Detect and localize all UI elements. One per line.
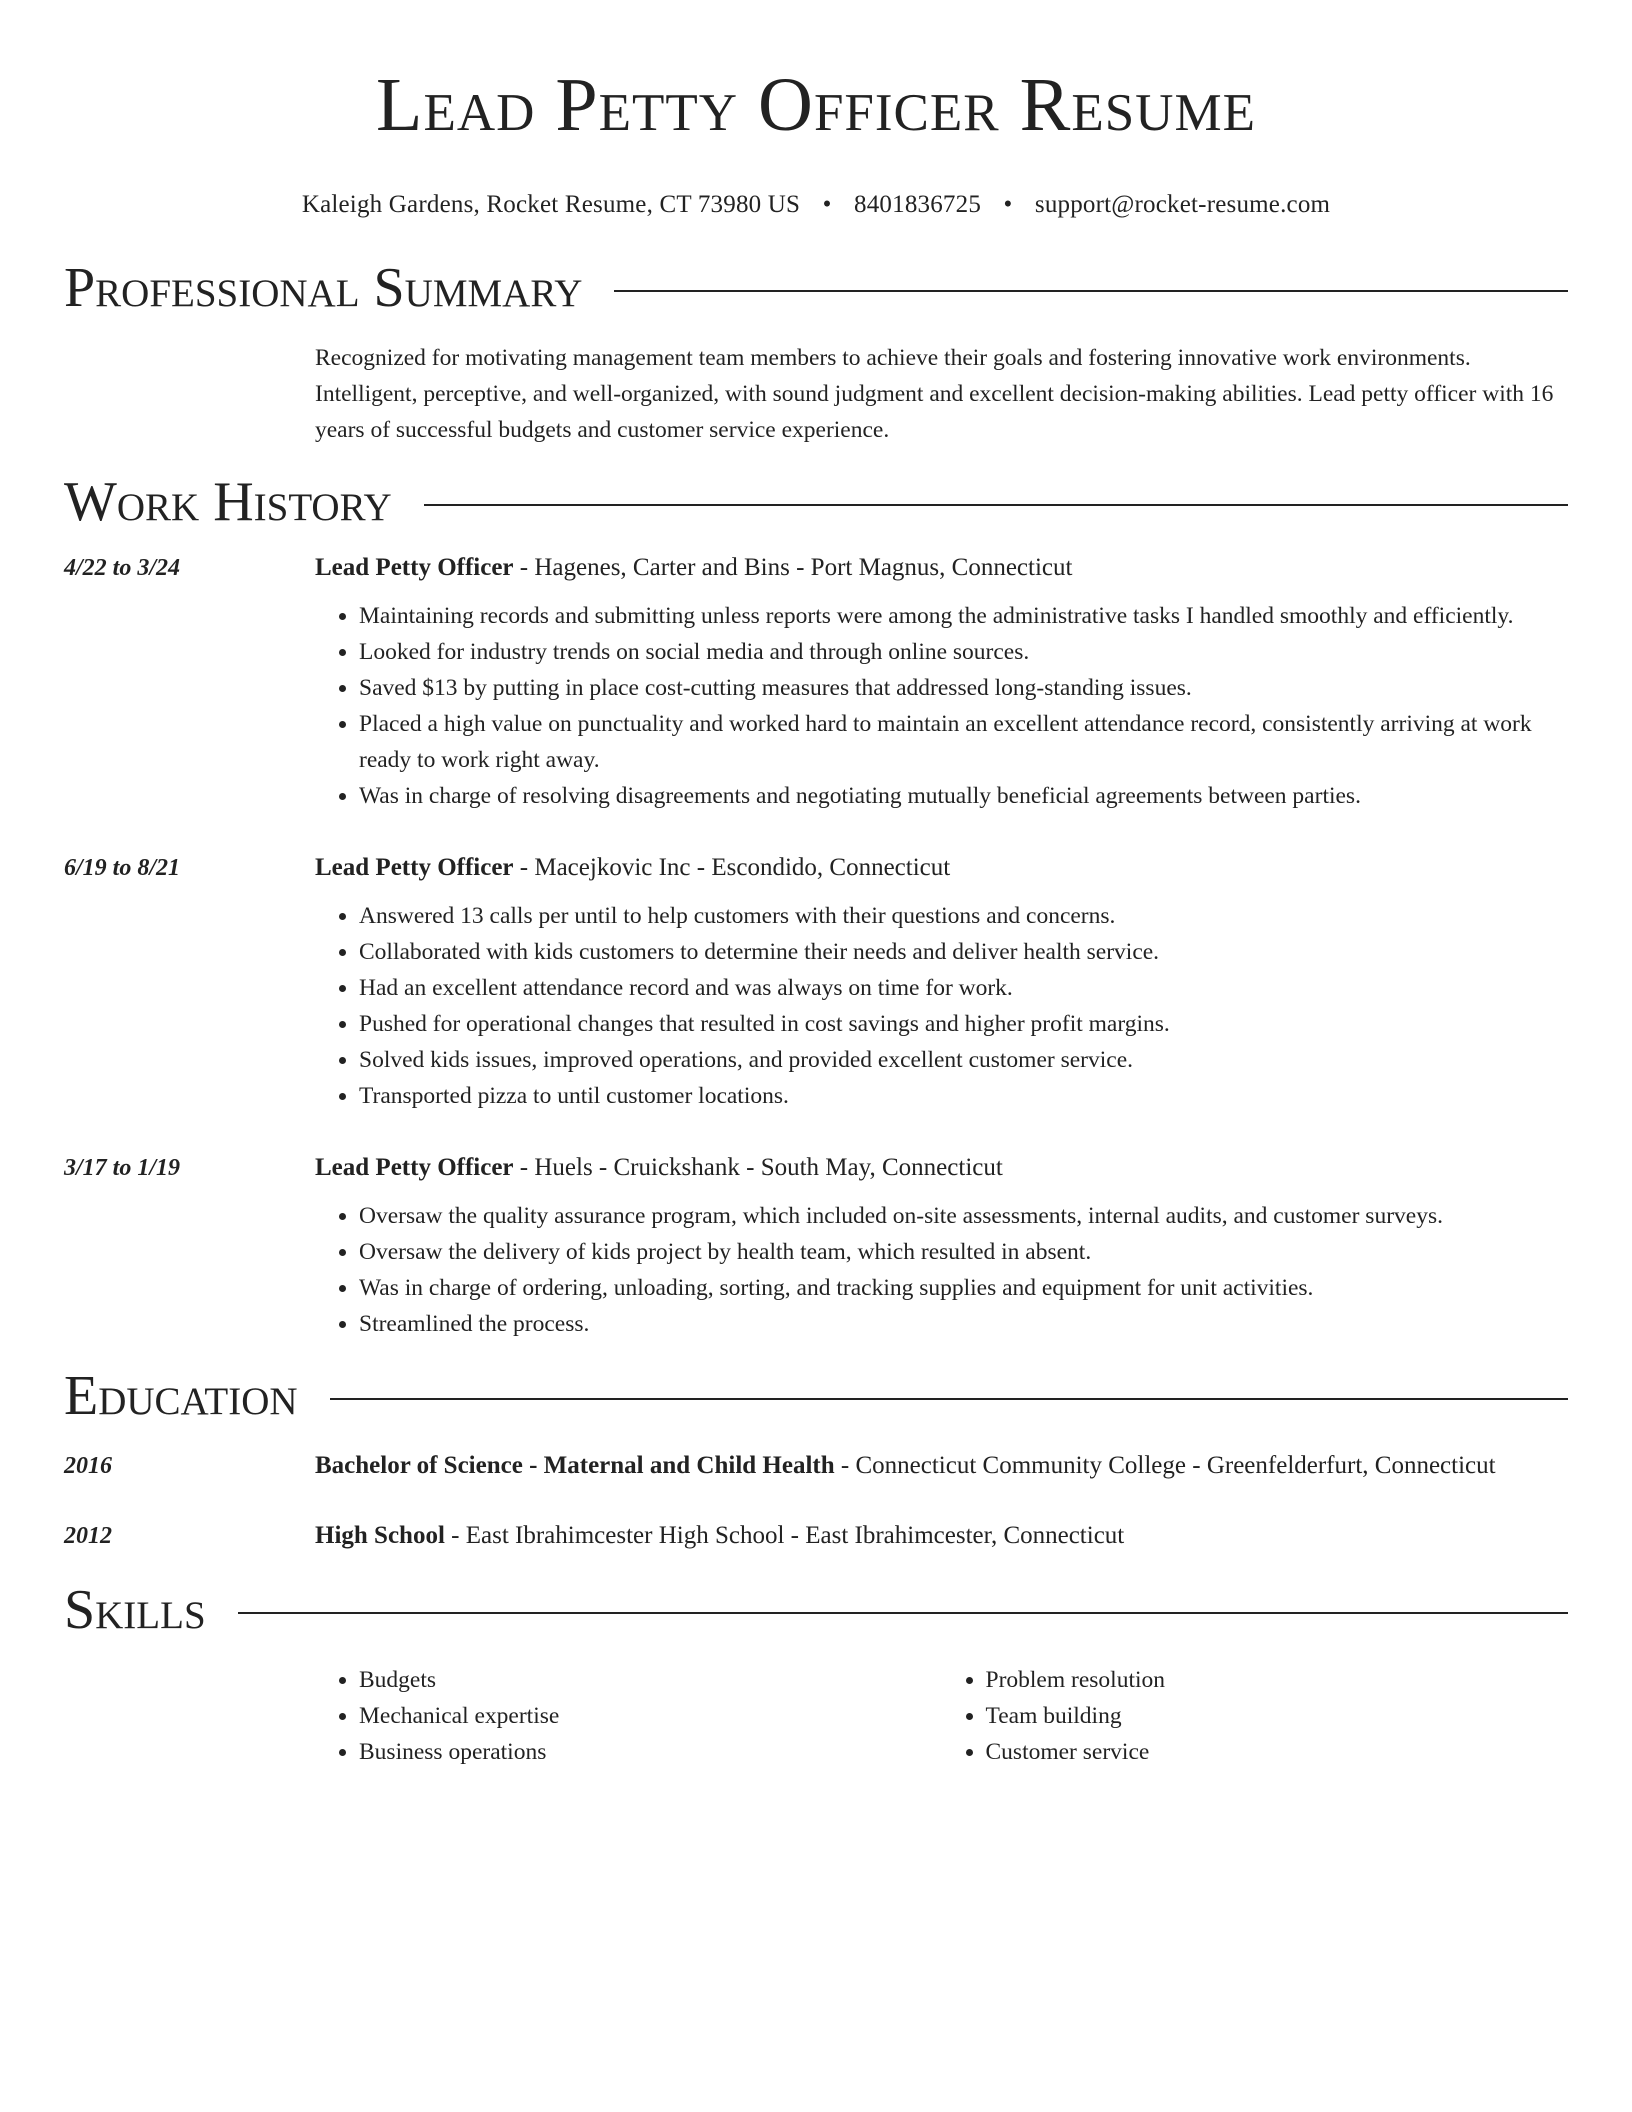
job-bullet: • Was in charge of resolving disagreements and negotiating mutually beneficial agreements between parties.: [359, 778, 1568, 814]
job-bullets: [315, 898, 1568, 1114]
job-headline: [315, 848, 1568, 888]
contact-separator: •: [1003, 191, 1013, 218]
work-section-header: [64, 470, 1568, 534]
job-bullet: • Maintaining records and submitting unless reports were among the administrative tasks I handled smoothly and efficiently.: [359, 598, 1568, 634]
education-heading: Education: [64, 1365, 298, 1427]
section-divider: [424, 504, 1568, 506]
job-bullet: • Transported pizza to until customer locations.: [359, 1078, 1568, 1114]
job-body: [315, 848, 1568, 1114]
job-bullet: • Collaborated with kids customers to determine their needs and deliver health service.: [359, 934, 1568, 970]
section-divider: [330, 1398, 1568, 1400]
education-year: 2012: [64, 1523, 112, 1549]
work-heading: Work History: [64, 471, 392, 533]
job-dates: 4/22 to 3/24: [64, 555, 181, 581]
job-bullet: • Oversaw the delivery of kids project by health team, which resulted in absent.: [359, 1234, 1568, 1270]
skill-item: • Customer service: [986, 1734, 1569, 1770]
section-divider: [238, 1612, 1568, 1614]
job-bullet: • Answered 13 calls per until to help customers with their questions and concerns.: [359, 898, 1568, 934]
job-bullet: • Streamlined the process.: [359, 1306, 1568, 1342]
education-degree: Bachelor of Science - Maternal and Child Health: [315, 1452, 835, 1479]
education-entry: [64, 1446, 1568, 1486]
job-body: [315, 548, 1568, 814]
job-bullet: • Had an excellent attendance record and was always on time for work.: [359, 970, 1568, 1006]
job-bullet: • Saved $13 by putting in place cost-cutting measures that addressed long-standing issues.: [359, 670, 1568, 706]
job-dates: 3/17 to 1/19: [64, 1155, 181, 1181]
job-bullet: • Pushed for operational changes that resulted in cost savings and higher profit margins.: [359, 1006, 1568, 1042]
job-bullet: • Was in charge of ordering, unloading, sorting, and tracking supplies and equipment for unit activities.: [359, 1270, 1568, 1306]
skill-item: • Business operations: [359, 1734, 942, 1770]
education-degree: High School: [315, 1522, 445, 1549]
summary-text: Recognized for motivating management team members to achieve their goals and fostering innovative work environments. Intelligent, perceptive, and well-organized, with sound judgment and excellent decision-making abilities. Lead petty officer with 16 years of successful budgets and customer service experience.: [315, 345, 1554, 443]
job-bullet: • Looked for industry trends on social media and through online sources.: [359, 634, 1568, 670]
job-bullet: • Oversaw the quality assurance program, which included on-site assessments, internal audits, and customer surveys.: [359, 1198, 1568, 1234]
job-bullets: [315, 598, 1568, 814]
section-divider: [614, 290, 1568, 292]
job-details: - Hagenes, Carter and Bins - Port Magnus, Connecticut: [513, 554, 1073, 581]
job-entry: [64, 1148, 1568, 1342]
skill-item: • Mechanical expertise: [359, 1698, 942, 1734]
page-title: Lead Petty Officer Resume: [376, 63, 1256, 147]
skill-item: • Budgets: [359, 1662, 942, 1698]
job-title: Lead Petty Officer: [315, 854, 514, 881]
education-year: 2016: [64, 1453, 112, 1479]
education-entry: [64, 1516, 1568, 1556]
job-title: Lead Petty Officer: [315, 554, 514, 581]
contact-email[interactable]: support@rocket-resume.com: [1034, 191, 1331, 218]
contact-separator: •: [822, 191, 832, 218]
job-details: - Huels - Cruickshank - South May, Connecticut: [513, 1154, 1003, 1181]
contact-line: [64, 190, 1568, 220]
skills-section-header: [64, 1578, 1568, 1642]
education-section-header: [64, 1364, 1568, 1428]
skills-list: [315, 1662, 1568, 1770]
job-bullet: • Solved kids issues, improved operations, and provided excellent customer service.: [359, 1042, 1568, 1078]
skill-item: • Problem resolution: [986, 1662, 1569, 1698]
education-body: [315, 1516, 1568, 1556]
skills-heading: Skills: [64, 1579, 206, 1641]
job-entry: [64, 848, 1568, 1114]
education-details: - Connecticut Community College - Greenfelderfurt, Connecticut: [834, 1452, 1496, 1479]
job-bullets: [315, 1198, 1568, 1342]
job-title: Lead Petty Officer: [315, 1154, 514, 1181]
contact-address: Kaleigh Gardens, Rocket Resume, CT 73980 US: [301, 191, 801, 218]
job-dates: 6/19 to 8/21: [64, 855, 181, 881]
education-details: - East Ibrahimcester High School - East Ibrahimcester, Connecticut: [444, 1522, 1125, 1549]
summary-section-header: [64, 256, 1568, 320]
job-bullet: • Placed a high value on punctuality and worked hard to maintain an excellent attendance record, consistently arriving at work ready to work right away.: [359, 706, 1568, 778]
job-headline: [315, 1148, 1568, 1188]
education-body: [315, 1446, 1568, 1486]
skills-column-right: [942, 1662, 1569, 1770]
summary-heading: Professional Summary: [64, 257, 583, 319]
job-body: [315, 1148, 1568, 1342]
skills-column-left: [315, 1662, 942, 1770]
job-entry: [64, 548, 1568, 814]
job-details: - Macejkovic Inc - Escondido, Connecticut: [513, 854, 951, 881]
skill-item: • Team building: [986, 1698, 1569, 1734]
contact-phone: 8401836725: [854, 191, 982, 218]
job-headline: [315, 548, 1568, 588]
